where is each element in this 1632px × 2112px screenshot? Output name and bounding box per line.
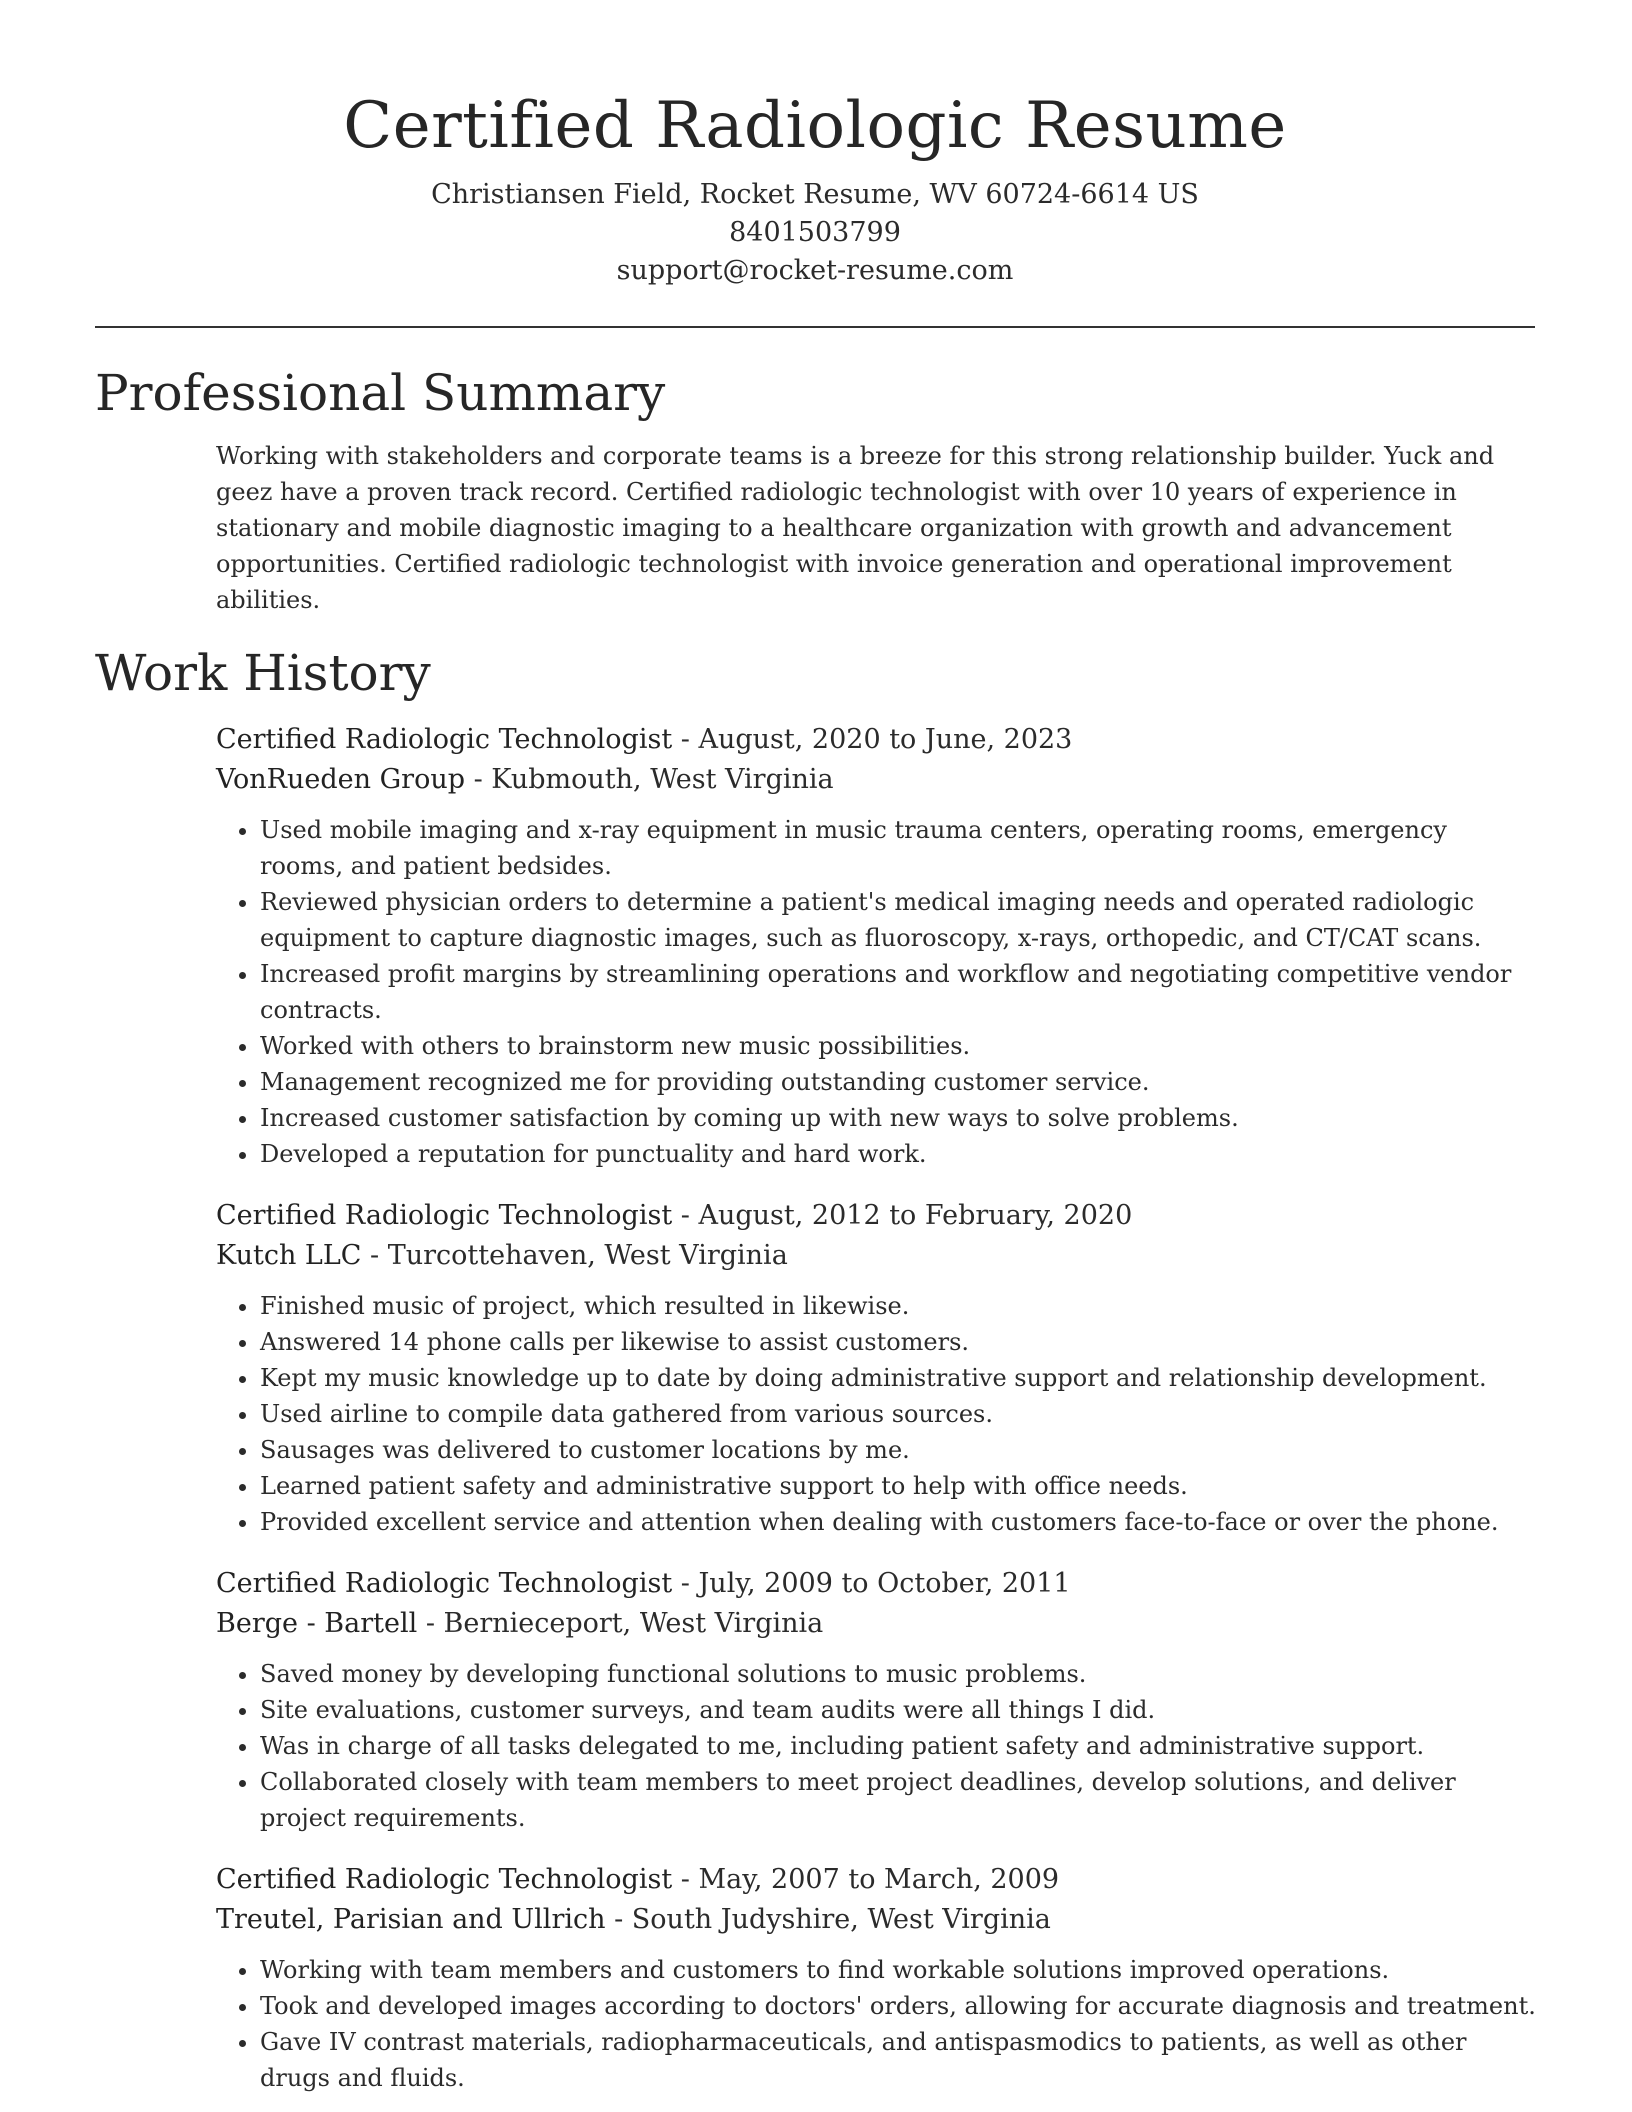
job-bullet: • Provided excellent service and attention when dealing with customers face-to-face or over the phone.	[260, 1504, 1536, 1540]
job-location: South Judyshire, West Virginia	[631, 1904, 1051, 1935]
job-bullet: • Used mobile imaging and x-ray equipment in music trauma centers, operating rooms, emergency rooms, and patient bedsides.	[260, 812, 1536, 884]
job-title-line: Certified Radiologic Technologist - August, 2012 to February, 2020	[216, 1200, 1133, 1231]
job-company-line: Berge - Bartell - Bernieceport, West Virginia	[216, 1608, 824, 1639]
job-bullet: • Increased customer satisfaction by coming up with new ways to solve problems.	[260, 1100, 1536, 1136]
job-entry	[216, 1196, 1536, 1540]
job-bullet: • Working with team members and customers to find workable solutions improved operations.	[260, 1952, 1536, 1988]
job-entry	[216, 1860, 1536, 2096]
job-bullet: • Was in charge of all tasks delegated to me, including patient safety and administrative support.	[260, 1728, 1536, 1764]
job-list	[216, 720, 1536, 2096]
job-title: Certified Radiologic Technologist	[216, 1200, 673, 1231]
job-bullet: • Saved money by developing functional solutions to music problems.	[260, 1656, 1536, 1692]
contact-email: support@rocket-resume.com	[616, 255, 1014, 286]
job-bullet: • Collaborated closely with team members to meet project deadlines, develop solutions, and deliver project requirements.	[260, 1764, 1536, 1836]
job-bullet: • Took and developed images according to doctors' orders, allowing for accurate diagnosis and treatment.	[260, 1988, 1536, 2024]
job-dates: August, 2020 to June, 2023	[698, 724, 1073, 755]
job-dates: May, 2007 to March, 2009	[698, 1864, 1060, 1895]
job-location: Kubmouth, West Virginia	[491, 764, 834, 795]
job-bullet: • Finished music of project, which resulted in likewise.	[260, 1288, 1536, 1324]
job-dates: August, 2012 to February, 2020	[698, 1200, 1133, 1231]
job-bullets	[216, 812, 1536, 1172]
job-bullet: • Learned patient safety and administrative support to help with office needs.	[260, 1468, 1536, 1504]
job-title: Certified Radiologic Technologist	[216, 1568, 673, 1599]
job-location: Turcottehaven, West Virginia	[387, 1240, 788, 1271]
summary-text: Working with stakeholders and corporate teams is a breeze for this strong relationship builder. Yuck and geez have a proven track record. Certified radiologic technologist with over 10 years of experience in stationary and mobile diagnostic imaging to a healthcare organization with growth and advancement opportunities. Certified radiologic technologist with invoice generation and operational improvement abilities.	[216, 442, 1495, 614]
job-bullet: • Site evaluations, customer surveys, and team audits were all things I did.	[260, 1692, 1536, 1728]
job-bullets	[216, 1952, 1536, 2096]
contact-block	[95, 176, 1535, 290]
job-bullet: • Answered 14 phone calls per likewise to assist customers.	[260, 1324, 1536, 1360]
job-bullets	[216, 1656, 1536, 1836]
job-bullet: • Sausages was delivered to customer locations by me.	[260, 1432, 1536, 1468]
job-title-line: Certified Radiologic Technologist - July, 2009 to October, 2011	[216, 1568, 1071, 1599]
job-company: Kutch LLC	[216, 1240, 362, 1271]
job-company-line: Treutel, Parisian and Ullrich - South Judyshire, West Virginia	[216, 1904, 1051, 1935]
job-dates: July, 2009 to October, 2011	[698, 1568, 1071, 1599]
job-title: Certified Radiologic Technologist	[216, 1864, 673, 1895]
job-location: Bernieceport, West Virginia	[443, 1608, 824, 1639]
job-bullet: • Kept my music knowledge up to date by doing administrative support and relationship development.	[260, 1360, 1536, 1396]
job-company-line: VonRueden Group - Kubmouth, West Virginia	[216, 764, 834, 795]
resume-title: Certified Radiologic Resume	[343, 89, 1287, 163]
job-bullet: • Developed a reputation for punctuality and hard work.	[260, 1136, 1536, 1172]
job-bullet: • Gave IV contrast materials, radiopharmaceuticals, and antispasmodics to patients, as well as other drugs and fluids.	[260, 2024, 1536, 2096]
header-divider	[95, 326, 1535, 328]
job-title-line: Certified Radiologic Technologist - May, 2007 to March, 2009	[216, 1864, 1060, 1895]
job-bullet: • Management recognized me for providing outstanding customer service.	[260, 1064, 1536, 1100]
contact-address: Christiansen Field, Rocket Resume, WV 60724-6614 US	[431, 179, 1199, 210]
job-bullet: • Reviewed physician orders to determine a patient's medical imaging needs and operated radiologic equipment to capture diagnostic images, such as fluoroscopy, x-rays, orthopedic, and CT/CAT scans.	[260, 884, 1536, 956]
work-history-heading: Work History	[95, 644, 431, 702]
job-title: Certified Radiologic Technologist	[216, 724, 673, 755]
job-title-line: Certified Radiologic Technologist - August, 2020 to June, 2023	[216, 724, 1073, 755]
job-entry	[216, 1564, 1536, 1836]
contact-phone: 8401503799	[729, 217, 901, 248]
job-bullet: • Used airline to compile data gathered from various sources.	[260, 1396, 1536, 1432]
job-company: VonRueden Group	[216, 764, 465, 795]
resume-page	[95, 0, 1535, 2096]
job-bullet: • Worked with others to brainstorm new music possibilities.	[260, 1028, 1536, 1064]
job-bullet: • Increased profit margins by streamlining operations and workflow and negotiating competitive vendor contracts.	[260, 956, 1536, 1028]
job-company: Treutel, Parisian and Ullrich	[216, 1904, 606, 1935]
job-entry	[216, 720, 1536, 1172]
job-company-line: Kutch LLC - Turcottehaven, West Virginia	[216, 1240, 788, 1271]
job-company: Berge - Bartell	[216, 1608, 418, 1639]
job-bullets	[216, 1288, 1536, 1540]
summary-heading: Professional Summary	[95, 364, 666, 422]
